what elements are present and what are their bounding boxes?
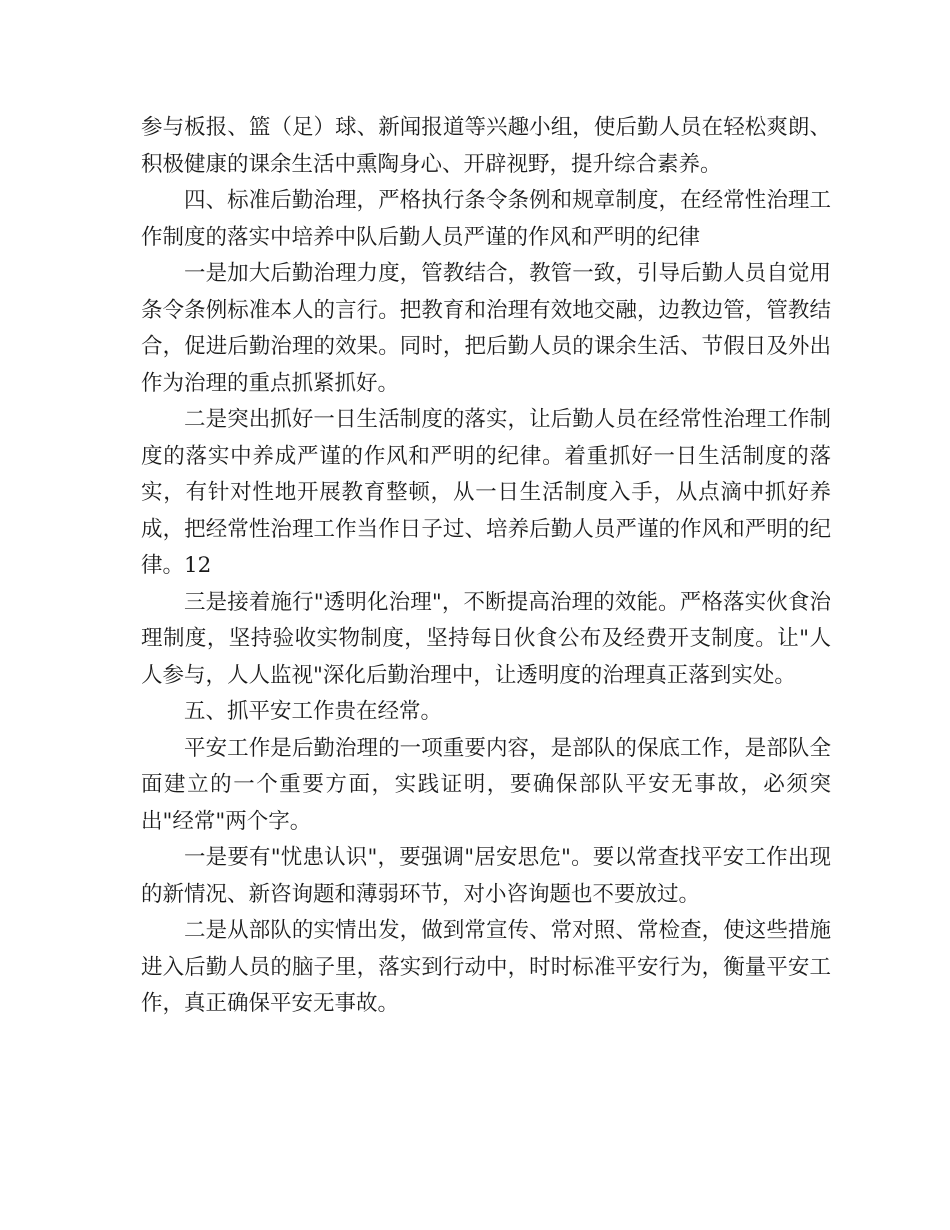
document-body <box>141 110 831 1023</box>
paragraph-9: 二是从部队的实情出发，做到常宣传、常对照、常检查，使这些措施进入后勤人员的脑子里，落实到行动中，时时标准平安行为，衡量平安工作，真正确保平安无事故。 <box>141 918 831 1016</box>
paragraph-4: 二是突出抓好一日生活制度的落实，让后勤人员在经常性治理工作制度的落实中养成严谨的作风和严明的纪律。着重抓好一日生活制度的落实，有针对性地开展教育整顿，从一日生活制度入手，从点滴中抓好养成，把经常性治理工作当作日子过、培养后勤人员严谨的作风和严明的纪律。12 <box>141 407 831 578</box>
paragraph-8: 一是要有"忧患认识"，要强调"居安思危"。要以常查找平安工作出现的新情况、新咨询题和薄弱环节，对小咨询题也不要放过。 <box>141 845 831 907</box>
paragraph-2: 四、标准后勤治理，严格执行条令条例和规章制度，在经常性治理工作制度的落实中培养中队后勤人员严谨的作风和严明的纪律 <box>141 188 831 250</box>
paragraph-1: 参与板报、篮（足）球、新闻报道等兴趣小组，使后勤人员在轻松爽朗、积极健康的课余生活中熏陶身心、开辟视野，提升综合素养。 <box>141 115 831 177</box>
paragraph-6: 五、抓平安工作贵在经常。 <box>184 699 443 724</box>
paragraph-7: 平安工作是后勤治理的一项重要内容，是部队的保底工作，是部队全面建立的一个重要方面，实践证明，要确保部队平安无事故，必须突出"经常"两个字。 <box>141 735 831 834</box>
paragraph-5: 三是接着施行"透明化治理"，不断提高治理的效能。严格落实伙食治理制度，坚持验收实物制度，坚持每日伙食公布及经费开支制度。让"人人参与，人人监视"深化后勤治理中，让透明度的治理真正落到实处。 <box>141 589 831 688</box>
paragraph-3: 一是加大后勤治理力度，管教结合，教管一致，引导后勤人员自觉用条令条例标准本人的言行。把教育和治理有效地交融，边教边管，管教结合，促进后勤治理的效果。同时，把后勤人员的课余生活、节假日及外出作为治理的重点抓紧抓好。 <box>141 261 831 396</box>
